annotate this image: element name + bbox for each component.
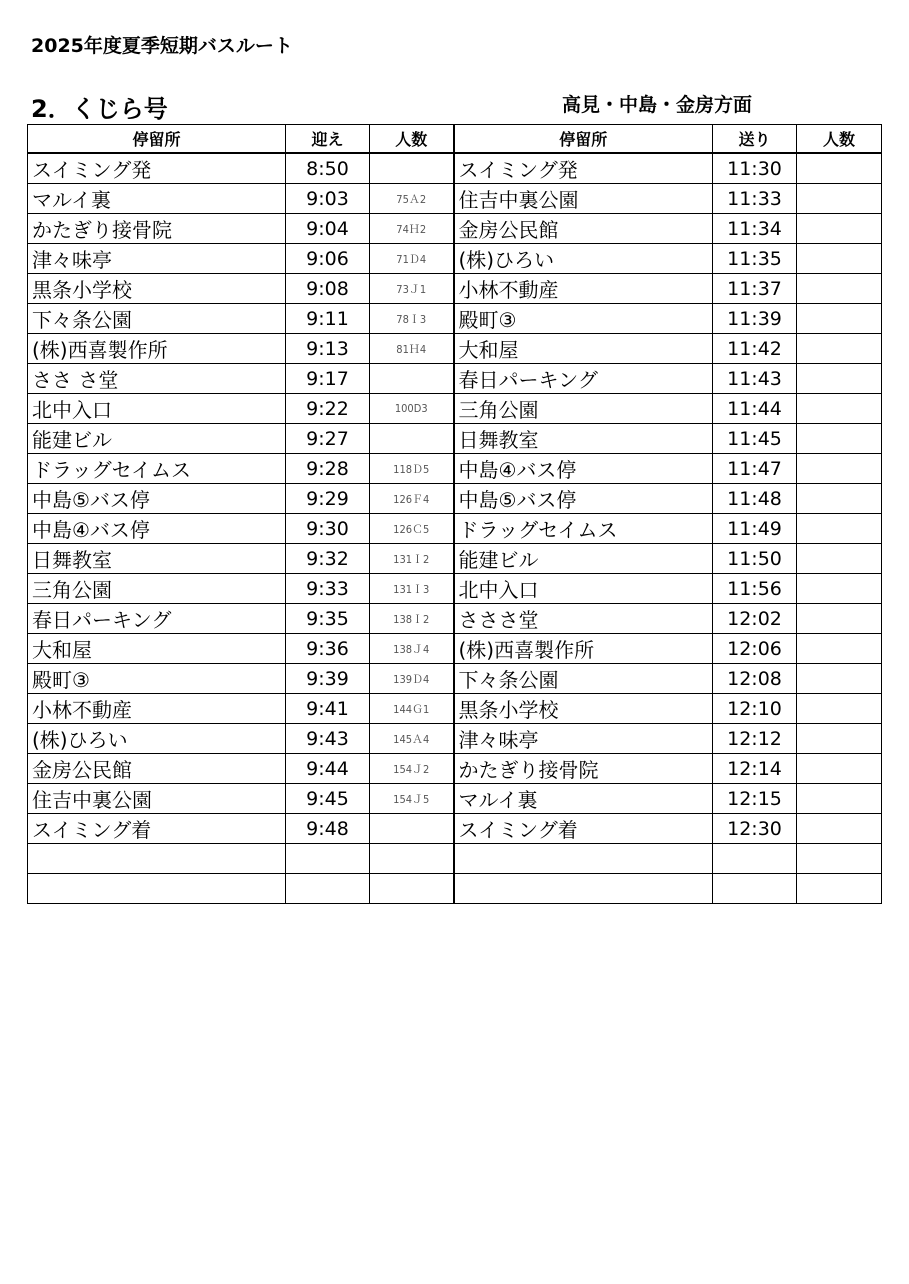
table-row	[28, 874, 882, 904]
pickup-count-cell	[370, 424, 454, 454]
pickup-time-cell: 9:48	[286, 814, 370, 844]
pickup-time-cell: 9:29	[286, 484, 370, 514]
dropoff-count-cell	[797, 544, 882, 574]
pickup-stop-cell: 三角公園	[28, 574, 286, 604]
dropoff-count-cell	[797, 274, 882, 304]
table-row	[28, 544, 882, 574]
pickup-stop-cell: 春日パーキング	[28, 604, 286, 634]
pickup-count-cell: 74Ｈ2	[370, 214, 454, 244]
pickup-count-cell	[370, 814, 454, 844]
dropoff-count-cell	[797, 394, 882, 424]
pickup-time-cell: 9:35	[286, 604, 370, 634]
dropoff-time-cell: 11:34	[713, 214, 797, 244]
pickup-time-cell: 9:39	[286, 664, 370, 694]
pickup-stop-cell	[28, 874, 286, 904]
table-row	[28, 334, 882, 364]
header-pickup-count: 人数	[370, 125, 454, 154]
table-row	[28, 694, 882, 724]
pickup-time-cell: 8:50	[286, 153, 370, 184]
pickup-count-cell: 75Ａ2	[370, 184, 454, 214]
pickup-stop-cell: 下々条公園	[28, 304, 286, 334]
bus-route-table	[27, 124, 882, 904]
dropoff-time-cell: 11:33	[713, 184, 797, 214]
pickup-count-cell: 138Ｊ4	[370, 634, 454, 664]
pickup-count-cell: 131Ｉ2	[370, 544, 454, 574]
dropoff-time-cell: 11:37	[713, 274, 797, 304]
dropoff-stop-cell: スイミング発	[454, 153, 713, 184]
pickup-time-cell: 9:36	[286, 634, 370, 664]
pickup-time-cell: 9:13	[286, 334, 370, 364]
dropoff-time-cell: 12:12	[713, 724, 797, 754]
pickup-stop-cell: 北中入口	[28, 394, 286, 424]
pickup-stop-cell: 中島⑤バス停	[28, 484, 286, 514]
dropoff-time-cell: 11:50	[713, 544, 797, 574]
dropoff-count-cell	[797, 814, 882, 844]
dropoff-time-cell: 11:45	[713, 424, 797, 454]
pickup-time-cell: 9:11	[286, 304, 370, 334]
pickup-time-cell: 9:44	[286, 754, 370, 784]
dropoff-time-cell: 11:56	[713, 574, 797, 604]
dropoff-count-cell	[797, 184, 882, 214]
dropoff-time-cell: 11:39	[713, 304, 797, 334]
pickup-time-cell: 9:06	[286, 244, 370, 274]
table-row	[28, 664, 882, 694]
dropoff-stop-cell: 黒条小学校	[454, 694, 713, 724]
table-row	[28, 244, 882, 274]
pickup-count-cell: 154Ｊ5	[370, 784, 454, 814]
pickup-count-cell: 118Ｄ5	[370, 454, 454, 484]
dropoff-stop-cell: さささ堂	[454, 604, 713, 634]
dropoff-stop-cell: 下々条公園	[454, 664, 713, 694]
dropoff-stop-cell: 北中入口	[454, 574, 713, 604]
dropoff-time-cell: 11:47	[713, 454, 797, 484]
dropoff-count-cell	[797, 604, 882, 634]
pickup-count-cell	[370, 364, 454, 394]
dropoff-count-cell	[797, 153, 882, 184]
pickup-time-cell: 9:33	[286, 574, 370, 604]
dropoff-time-cell: 12:06	[713, 634, 797, 664]
table-row	[28, 814, 882, 844]
table-row	[28, 184, 882, 214]
dropoff-stop-cell: 殿町③	[454, 304, 713, 334]
dropoff-time-cell: 11:42	[713, 334, 797, 364]
pickup-count-cell: 144Ｇ1	[370, 694, 454, 724]
dropoff-time-cell: 12:14	[713, 754, 797, 784]
table-row	[28, 514, 882, 544]
dropoff-count-cell	[797, 364, 882, 394]
pickup-count-cell	[370, 844, 454, 874]
table-row	[28, 304, 882, 334]
pickup-time-cell: 9:28	[286, 454, 370, 484]
dropoff-stop-cell: 三角公園	[454, 394, 713, 424]
pickup-stop-cell: ドラッグセイムス	[28, 454, 286, 484]
dropoff-count-cell	[797, 244, 882, 274]
pickup-count-cell: 81Ｈ4	[370, 334, 454, 364]
header-pickup-time: 迎え	[286, 125, 370, 154]
route-direction: 高見・中島・金房方面	[562, 94, 753, 116]
dropoff-time-cell: 11:35	[713, 244, 797, 274]
pickup-stop-cell: マルイ裏	[28, 184, 286, 214]
dropoff-count-cell	[797, 514, 882, 544]
header-dropoff-stop: 停留所	[454, 125, 713, 154]
pickup-stop-cell: スイミング発	[28, 153, 286, 184]
table-row	[28, 634, 882, 664]
dropoff-stop-cell: 春日パーキング	[454, 364, 713, 394]
dropoff-stop-cell	[454, 874, 713, 904]
table-row	[28, 754, 882, 784]
pickup-stop-cell: 住吉中裏公園	[28, 784, 286, 814]
dropoff-stop-cell: 金房公民館	[454, 214, 713, 244]
header-dropoff-time: 送り	[713, 125, 797, 154]
table-row	[28, 844, 882, 874]
dropoff-count-cell	[797, 844, 882, 874]
table-row	[28, 214, 882, 244]
table-row	[28, 724, 882, 754]
table-row	[28, 153, 882, 184]
dropoff-count-cell	[797, 304, 882, 334]
dropoff-count-cell	[797, 724, 882, 754]
document-title: 2025年度夏季短期バスルート	[31, 35, 293, 57]
pickup-time-cell: 9:17	[286, 364, 370, 394]
pickup-stop-cell: 日舞教室	[28, 544, 286, 574]
pickup-count-cell: 139Ｄ4	[370, 664, 454, 694]
pickup-count-cell: 73Ｊ1	[370, 274, 454, 304]
pickup-count-cell	[370, 153, 454, 184]
pickup-count-cell: 145Ａ4	[370, 724, 454, 754]
dropoff-time-cell: 12:30	[713, 814, 797, 844]
dropoff-time-cell: 12:08	[713, 664, 797, 694]
dropoff-stop-cell: 中島④バス停	[454, 454, 713, 484]
pickup-stop-cell: かたぎり接骨院	[28, 214, 286, 244]
header-dropoff-count: 人数	[797, 125, 882, 154]
dropoff-time-cell: 11:49	[713, 514, 797, 544]
pickup-stop-cell: スイミング着	[28, 814, 286, 844]
dropoff-time-cell: 11:44	[713, 394, 797, 424]
dropoff-stop-cell: 日舞教室	[454, 424, 713, 454]
dropoff-stop-cell: スイミング着	[454, 814, 713, 844]
pickup-time-cell: 9:43	[286, 724, 370, 754]
dropoff-time-cell: 11:48	[713, 484, 797, 514]
dropoff-time-cell	[713, 874, 797, 904]
dropoff-stop-cell: 能建ビル	[454, 544, 713, 574]
pickup-time-cell	[286, 844, 370, 874]
dropoff-count-cell	[797, 454, 882, 484]
pickup-time-cell: 9:30	[286, 514, 370, 544]
table-header-row	[28, 125, 882, 154]
dropoff-stop-cell: マルイ裏	[454, 784, 713, 814]
pickup-stop-cell: 殿町③	[28, 664, 286, 694]
pickup-stop-cell	[28, 844, 286, 874]
pickup-count-cell: 126Ｆ4	[370, 484, 454, 514]
dropoff-time-cell: 12:15	[713, 784, 797, 814]
pickup-time-cell: 9:08	[286, 274, 370, 304]
pickup-count-cell: 138Ｉ2	[370, 604, 454, 634]
dropoff-stop-cell: (株)ひろい	[454, 244, 713, 274]
dropoff-count-cell	[797, 574, 882, 604]
route-name: 2．くじら号	[31, 95, 168, 123]
dropoff-time-cell: 11:30	[713, 153, 797, 184]
table-row	[28, 394, 882, 424]
dropoff-count-cell	[797, 424, 882, 454]
pickup-time-cell: 9:04	[286, 214, 370, 244]
pickup-stop-cell: 中島④バス停	[28, 514, 286, 544]
table-row	[28, 274, 882, 304]
dropoff-count-cell	[797, 334, 882, 364]
dropoff-time-cell	[713, 844, 797, 874]
dropoff-stop-cell: 大和屋	[454, 334, 713, 364]
dropoff-count-cell	[797, 214, 882, 244]
dropoff-stop-cell: (株)西喜製作所	[454, 634, 713, 664]
table-row	[28, 484, 882, 514]
pickup-count-cell: 100D3	[370, 394, 454, 424]
pickup-count-cell: 126Ｃ5	[370, 514, 454, 544]
dropoff-count-cell	[797, 634, 882, 664]
dropoff-stop-cell: 中島⑤バス停	[454, 484, 713, 514]
dropoff-stop-cell: 小林不動産	[454, 274, 713, 304]
pickup-count-cell: 78Ｉ3	[370, 304, 454, 334]
dropoff-count-cell	[797, 484, 882, 514]
pickup-time-cell: 9:41	[286, 694, 370, 724]
dropoff-count-cell	[797, 874, 882, 904]
pickup-stop-cell: ささ さ堂	[28, 364, 286, 394]
pickup-stop-cell: 小林不動産	[28, 694, 286, 724]
dropoff-time-cell: 11:43	[713, 364, 797, 394]
pickup-count-cell: 154Ｊ2	[370, 754, 454, 784]
pickup-time-cell: 9:32	[286, 544, 370, 574]
pickup-count-cell: 71Ｄ4	[370, 244, 454, 274]
dropoff-stop-cell: かたぎり接骨院	[454, 754, 713, 784]
table-row	[28, 454, 882, 484]
dropoff-count-cell	[797, 754, 882, 784]
table-row	[28, 784, 882, 814]
dropoff-time-cell: 12:10	[713, 694, 797, 724]
dropoff-count-cell	[797, 664, 882, 694]
pickup-stop-cell: 能建ビル	[28, 424, 286, 454]
pickup-count-cell: 131Ｉ3	[370, 574, 454, 604]
pickup-stop-cell: (株)ひろい	[28, 724, 286, 754]
table-row	[28, 574, 882, 604]
pickup-time-cell: 9:27	[286, 424, 370, 454]
dropoff-stop-cell: 住吉中裏公園	[454, 184, 713, 214]
pickup-time-cell: 9:45	[286, 784, 370, 814]
dropoff-stop-cell: ドラッグセイムス	[454, 514, 713, 544]
pickup-stop-cell: 黒条小学校	[28, 274, 286, 304]
pickup-stop-cell: 津々味亭	[28, 244, 286, 274]
table-row	[28, 604, 882, 634]
table-row	[28, 364, 882, 394]
pickup-time-cell: 9:03	[286, 184, 370, 214]
dropoff-stop-cell	[454, 844, 713, 874]
pickup-count-cell	[370, 874, 454, 904]
table-row	[28, 424, 882, 454]
pickup-stop-cell: (株)西喜製作所	[28, 334, 286, 364]
pickup-time-cell	[286, 874, 370, 904]
header-pickup-stop: 停留所	[28, 125, 286, 154]
pickup-stop-cell: 大和屋	[28, 634, 286, 664]
dropoff-count-cell	[797, 694, 882, 724]
pickup-stop-cell: 金房公民館	[28, 754, 286, 784]
pickup-time-cell: 9:22	[286, 394, 370, 424]
dropoff-stop-cell: 津々味亭	[454, 724, 713, 754]
dropoff-count-cell	[797, 784, 882, 814]
dropoff-time-cell: 12:02	[713, 604, 797, 634]
